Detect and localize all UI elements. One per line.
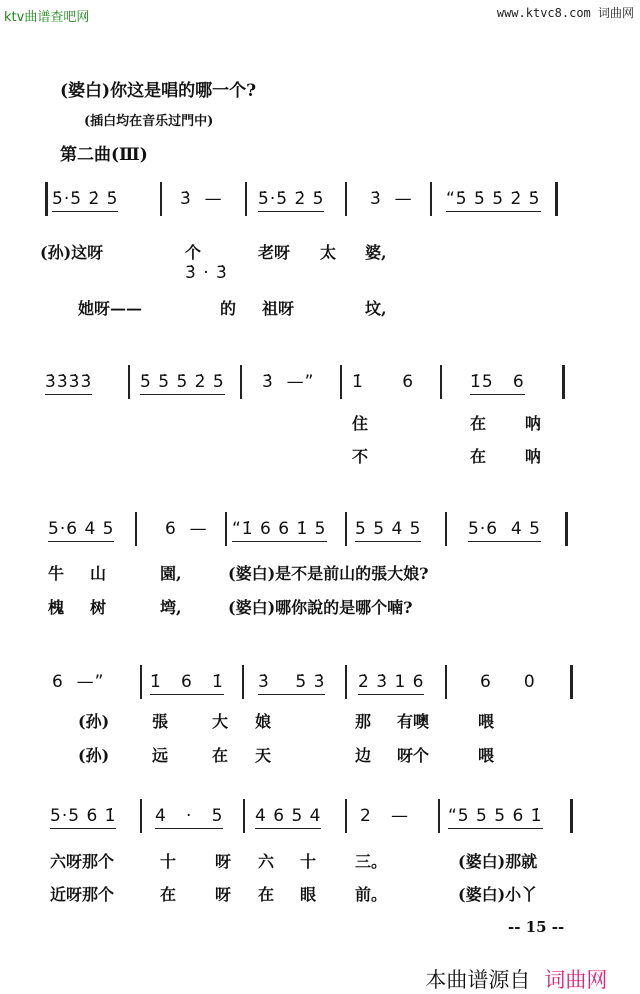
lyric-verse-2: 槐 [48,598,65,617]
measure-notes: 6 0 [480,672,536,692]
measure-notes: 6 — [165,519,208,539]
lyric-verse-2: 在 [160,885,177,904]
lyric-verse-2: 近呀那个 [50,885,115,904]
barline [128,365,130,399]
performance-note: (插白均在音乐过門中) [84,114,214,129]
barline [570,799,573,833]
measure-notes: “1̇ 6 6 1̇ 5 [232,518,327,542]
watermark-left: ktv曲谱查吧网 [4,10,90,25]
measure-notes: 2 — [360,806,410,826]
barline [345,799,347,833]
dialogue-line: (婆白)你这是唱的哪一个? [60,81,257,101]
lyric-verse-2: (婆白)哪你說的是哪个喃? [228,598,413,617]
barline [160,182,162,216]
barline [135,512,137,546]
barline [570,665,573,699]
measure-notes: 5̇·5̇ 2̇ 5̇ [258,188,324,212]
lyric-verse-2: 的 [220,299,237,318]
footer-source [412,940,607,994]
barline [440,365,442,399]
lyric-verse-1: 太 [320,243,337,262]
barline [445,512,447,546]
measure-notes: 1̇ 6 1̇ [150,671,224,695]
lyric-verse-1: 大 [212,712,229,731]
lyric-verse-1: 六 [258,852,275,871]
barline [438,799,440,833]
measure-notes: 1̇5 6 [470,371,525,395]
lyric-verse-1: 十 [300,852,317,871]
lyric-verse-2: 边 [355,746,372,765]
lyric-verse-2: 不 [352,447,369,466]
barline [430,182,432,216]
measure-notes: 3̇ 5̇ 3̇ [258,671,325,695]
lyric-verse-2: 呐 [525,447,542,466]
lyric-verse-2: 呀个 [397,746,430,765]
watermark-right: www.ktvc8.com 词曲网 [496,6,634,20]
measure-notes: 6 —” [52,672,105,692]
lyric-verse-1: 山 [90,564,107,583]
barline [45,182,48,216]
lyric-verse-2: 天 [255,746,272,765]
lyric-verse-2: 坟, [365,299,387,318]
measure-notes: 4 6 5 4 [255,805,321,829]
measure-notes: 5̇·5̇ 2̇ 5̇ [52,188,118,212]
measure-notes: 1̇ 6 [352,372,415,392]
barline [555,182,558,216]
lyric-verse-1: 在 [470,414,487,433]
measure-notes: 5·6 4 5 [48,518,114,542]
barline [562,365,565,399]
footer-brand[interactable]: 词曲网 [544,968,608,992]
lyric-verse-1: 牛 [48,564,65,583]
lyric-verse-2: 在 [470,447,487,466]
lyric-verse-2: 呀 [215,885,232,904]
footer-text: 本曲谱源自 [425,968,531,992]
measure-notes: 5·6 4 5 [468,518,541,542]
barline [140,799,142,833]
lyric-verse-2: (婆白)小丫 [458,885,538,904]
measure-notes: 5̇ 5̇ 5̇ 2̇ 5̇ [140,371,225,395]
lyric-verse-2: 在 [258,885,275,904]
lyric-verse-2: 喂 [478,746,495,765]
lyric-verse-1: 个 [185,243,202,262]
barline [245,182,247,216]
lyric-verse-1: 婆, [365,243,387,262]
measure-notes: 3̇ — [180,189,223,209]
barline [140,665,142,699]
measure-notes: 3̇ —” [262,372,315,392]
lyric-verse-1: 娘 [255,712,272,731]
lyric-verse-1: 張 [152,712,169,731]
barline [242,665,244,699]
lyric-verse-1: 三。 [355,852,388,871]
lyric-verse-1: 老呀 [258,243,291,262]
barline [565,512,568,546]
measure-notes: “5̇ 5̇ 5̇ 2̇ 5̇ [446,188,541,212]
measure-notes: 5·5 6 1̇ [50,805,116,829]
lyric-verse-1: 有噢 [397,712,430,731]
measure-notes: 2̇ 3̇ 1 6 [358,671,424,695]
lyric-verse-1: (孙)这呀 [40,243,104,262]
lyric-verse-1: 呀 [215,852,232,871]
lyric-verse-1: 十 [160,852,177,871]
barline [243,799,245,833]
lyric-verse-1: 六呀那个 [50,852,115,871]
barline [345,512,347,546]
barline [345,182,347,216]
lyric-verse-2: 前。 [355,885,388,904]
measure-notes: 5 5 4 5 [355,518,421,542]
lyric-verse-2: 塆, [160,598,182,617]
barline [225,512,227,546]
barline [445,665,447,699]
barline [345,665,347,699]
lyric-verse-1: (婆白)是不是前山的張大娘? [228,564,429,583]
section-title: 第二曲(Ⅲ) [60,145,148,165]
lyric-verse-2: 她呀—— [78,299,143,318]
alt-notes: 3̇ · 3̇ [185,263,228,283]
page-number: -- 15 -- [508,918,565,936]
measure-notes: 3̇3̇3̇3̇ [45,371,92,395]
measure-notes: 4 · 5 [155,805,223,829]
measure-notes: 3̇ — [370,189,413,209]
lyric-verse-1: 喂 [478,712,495,731]
lyric-verse-2: (孙) [78,746,110,765]
lyric-verse-1: (婆白)那就 [458,852,538,871]
lyric-verse-1: 園, [160,564,182,583]
lyric-verse-2: 在 [212,746,229,765]
measure-notes: “5 5 5 6 1̇ [448,805,543,829]
lyric-verse-1: 那 [355,712,372,731]
lyric-verse-2: 远 [152,746,169,765]
lyric-verse-1: (孙) [78,712,110,731]
lyric-verse-2: 树 [90,598,107,617]
barline [340,365,342,399]
lyric-verse-1: 呐 [525,414,542,433]
lyric-verse-1: 住 [352,414,369,433]
lyric-verse-2: 祖呀 [262,299,295,318]
lyric-verse-2: 眼 [300,885,317,904]
barline [240,365,242,399]
